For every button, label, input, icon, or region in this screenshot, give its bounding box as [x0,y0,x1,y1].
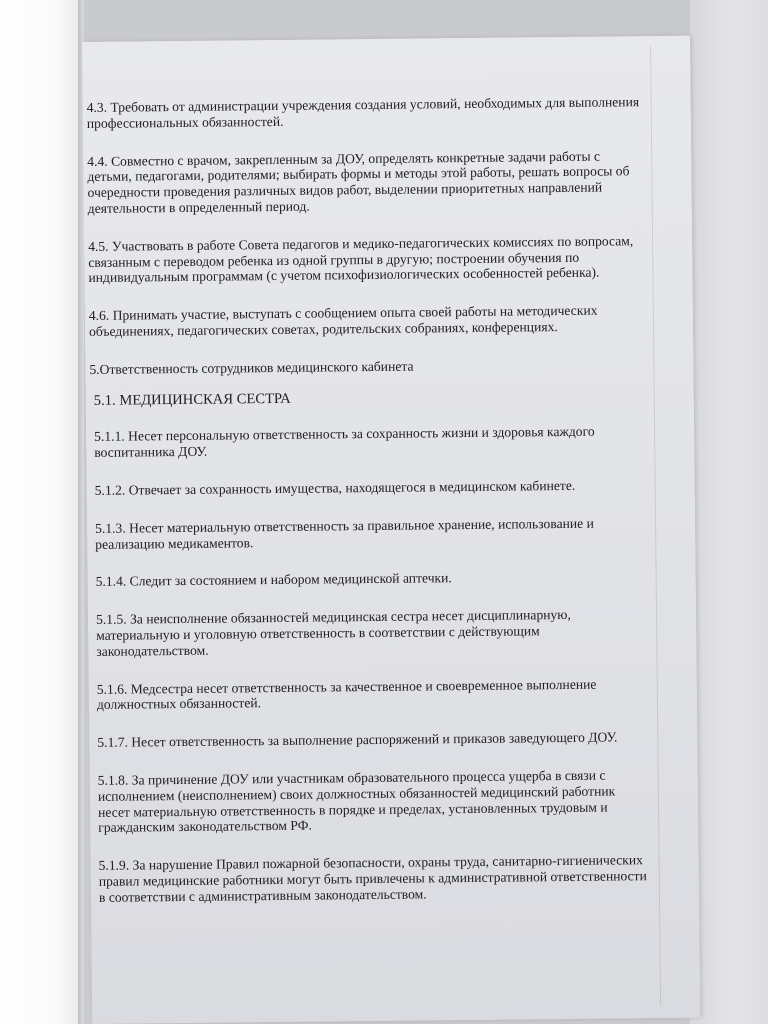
paragraph-5-1-4: 5.1.4. Следит за состоянием и набором медицинской аптечки. [95,570,452,590]
page-fold-line [650,46,661,1006]
paragraph-5-1-8: 5.1.8. За причинение ДОУ или участникам образовательного процесса ущерба в связи с исполнением (неисполнением) своих должностных обязанностей медицинский работник несет материальную ответственность в порядке и пределах, установленных трудовым и гражданским законодательством РФ. [97,767,616,836]
paragraph-4-4: 4.4. Совместно с врачом, закрепленным за ДОУ, определять конкретные задачи работы с детьми, педагогами, родителями; выбирать формы и методы этой работы, решать вопросы об очередности проведения различных видов работ, выделении приоритетных направлений деятельности в определенный период. [87,148,630,216]
paragraph-5-1-2: 5.1.2. Отвечает за сохранность имущества, находящегося в медицинском кабинете. [94,477,576,498]
document-text [83,94,651,905]
paragraph-5-1-5: 5.1.5. За неисполнение обязанностей медицинская сестра несет дисциплинарную, материальную и уголовную ответственность в соответствии с действующим законодательством. [95,607,571,659]
paragraph-4-5: 4.5. Участвовать в работе Совета педагогов и медико-педагогических комиссиях по вопросам, связанным с переводом ребенка из одной группы в другую; построении обучения по индивидуальным программам (с учетом психофизиологических особенностей ребенка). [88,233,634,286]
paragraph-5-1-1: 5.1.1. Несет персональную ответственность за сохранность жизни и здоровья каждого воспитанника ДОУ. [94,424,595,461]
subsection-5-1-heading: 5.1. МЕДИЦИНСКАЯ СЕСТРА [93,390,291,409]
section-5-heading: 5.Ответственность сотрудников медицинского кабинета [89,358,414,377]
table-surface [690,0,768,1024]
paragraph-4-3: 4.3. Требовать от администрации учреждения создания условий, необходимых для выполнения профессиональных обязанностей. [86,94,640,131]
paragraph-5-1-6: 5.1.6. Медсестра несет ответственность за качественное и своевременное выполнение должностных обязанностей. [96,676,597,713]
paragraph-5-1-7: 5.1.7. Несет ответственность за выполнение распоряжений и приказов заведующего ДОУ. [97,729,618,751]
paragraph-5-1-9: 5.1.9. За нарушение Правил пожарной безопасности, охраны труда, санитарно-гигиенических правил медицинские работники могут быть привлечены к административной ответственности в соответствии с административным законодательством. [98,852,647,905]
left-facing-page [0,0,80,1024]
document-page [82,36,700,1024]
paragraph-5-1-3: 5.1.3. Несет материальную ответственность за правильное хранение, использование и реализацию медикаментов. [95,515,594,552]
paragraph-4-6: 4.6. Принимать участие, выступать с сообщением опыта своей работы на методических объединениях, педагогических советах, родительских собраниях, конференциях. [88,302,598,339]
